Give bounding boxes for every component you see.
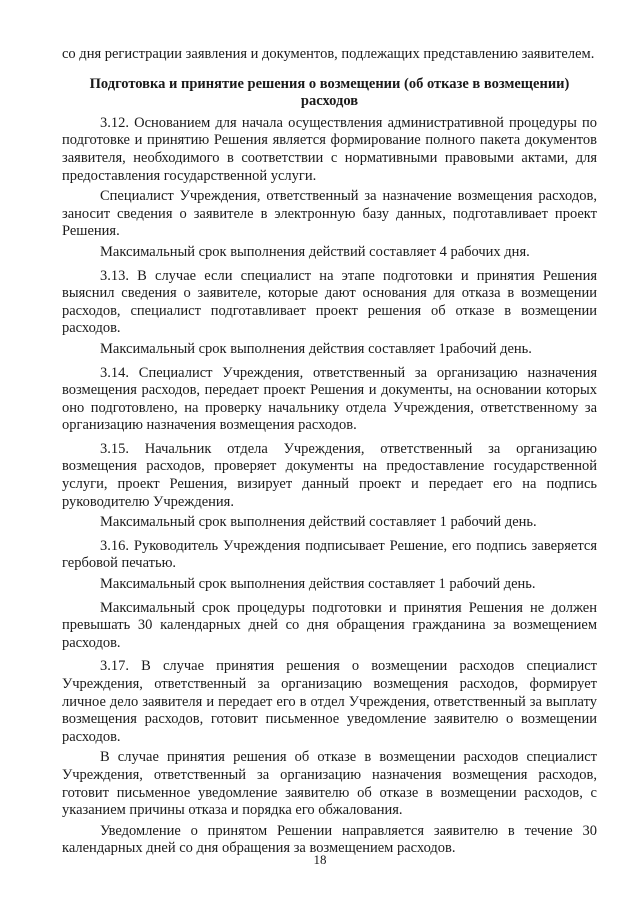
paragraph-notification: Уведомление о принятом Решении направляется заявителю в течение 30 календарных дней со дня обращения за возмещением расходов.: [62, 822, 597, 857]
paragraph-deadline-1-day-b: Максимальный срок выполнения действий составляет 1 рабочий день.: [100, 514, 537, 531]
section-heading: Подготовка и принятие решения о возмещении (об отказе в возмещении) расходов: [89, 75, 570, 110]
page-number: 18: [313, 852, 327, 867]
paragraph-refusal-case: В случае принятия решения об отказе в возмещении расходов специалист Учреждения, ответственный за организацию назначения возмещения расходов, готовит письменное уведомление заявителю об отказе в возмещении расходов, с указанием причины отказа и порядка его обжалования.: [62, 749, 597, 819]
paragraph-3-15: 3.15. Начальник отдела Учреждения, ответственный за организацию возмещения расходов, проверяет документы на предоставление государственной услуги, проект Решения, визирует данный проект и передает его на подпись руководителю Учреждения.: [62, 440, 597, 510]
paragraph-3-17: 3.17. В случае принятия решения о возмещении расходов специалист Учреждения, ответственный за организацию возмещения расходов, формирует личное дело заявителя и передает его в отдел Учреждения, ответственный за выплату возмещения расходов, готовит письменное уведомление заявителю о возмещении расходов.: [62, 658, 597, 745]
paragraph-deadline-4-days: Максимальный срок выполнения действий составляет 4 рабочих дня.: [100, 243, 530, 260]
paragraph-specialist-db: Специалист Учреждения, ответственный за назначение возмещения расходов, заносит сведения о заявителе в электронную базу данных, подготавливает проект Решения.: [62, 188, 597, 240]
paragraph-deadline-1-day-a: Максимальный срок выполнения действия составляет 1рабочий день.: [100, 340, 532, 357]
document-page: [62, 0, 597, 858]
paragraph-3-16: 3.16. Руководитель Учреждения подписывает Решение, его подпись заверяется гербовой печатью.: [62, 537, 597, 572]
paragraph-procedure-max-term: Максимальный срок процедуры подготовки и принятия Решения не должен превышать 30 календарных дней со дня обращения гражданина за возмещением расходов.: [62, 599, 597, 651]
paragraph-3-13: 3.13. В случае если специалист на этапе подготовки и принятия Решения выяснил сведения о заявителе, которые дают основания для отказа в возмещении расходов, специалист подготавливает проект решения об отказе в возмещении расходов.: [62, 267, 597, 337]
paragraph-deadline-1-day-c: Максимальный срок выполнения действия составляет 1 рабочий день.: [100, 576, 536, 593]
paragraph-3-12: 3.12. Основанием для начала осуществления административной процедуры по подготовке и принятию Решения является формирование полного пакета документов заявителя, необходимого в соответствии с нормативными правовыми актами, для предоставления государственной услуги.: [62, 114, 597, 184]
intro-paragraph: со дня регистрации заявления и документов, подлежащих представлению заявителем.: [62, 46, 595, 62]
paragraph-3-14: 3.14. Специалист Учреждения, ответственный за организацию назначения возмещения расходов, передает проект Решения и документы, на основании которых оно подготовлено, на проверку начальнику отдела Учреждения, ответственному за организацию назначения возмещения расходов.: [62, 364, 597, 434]
